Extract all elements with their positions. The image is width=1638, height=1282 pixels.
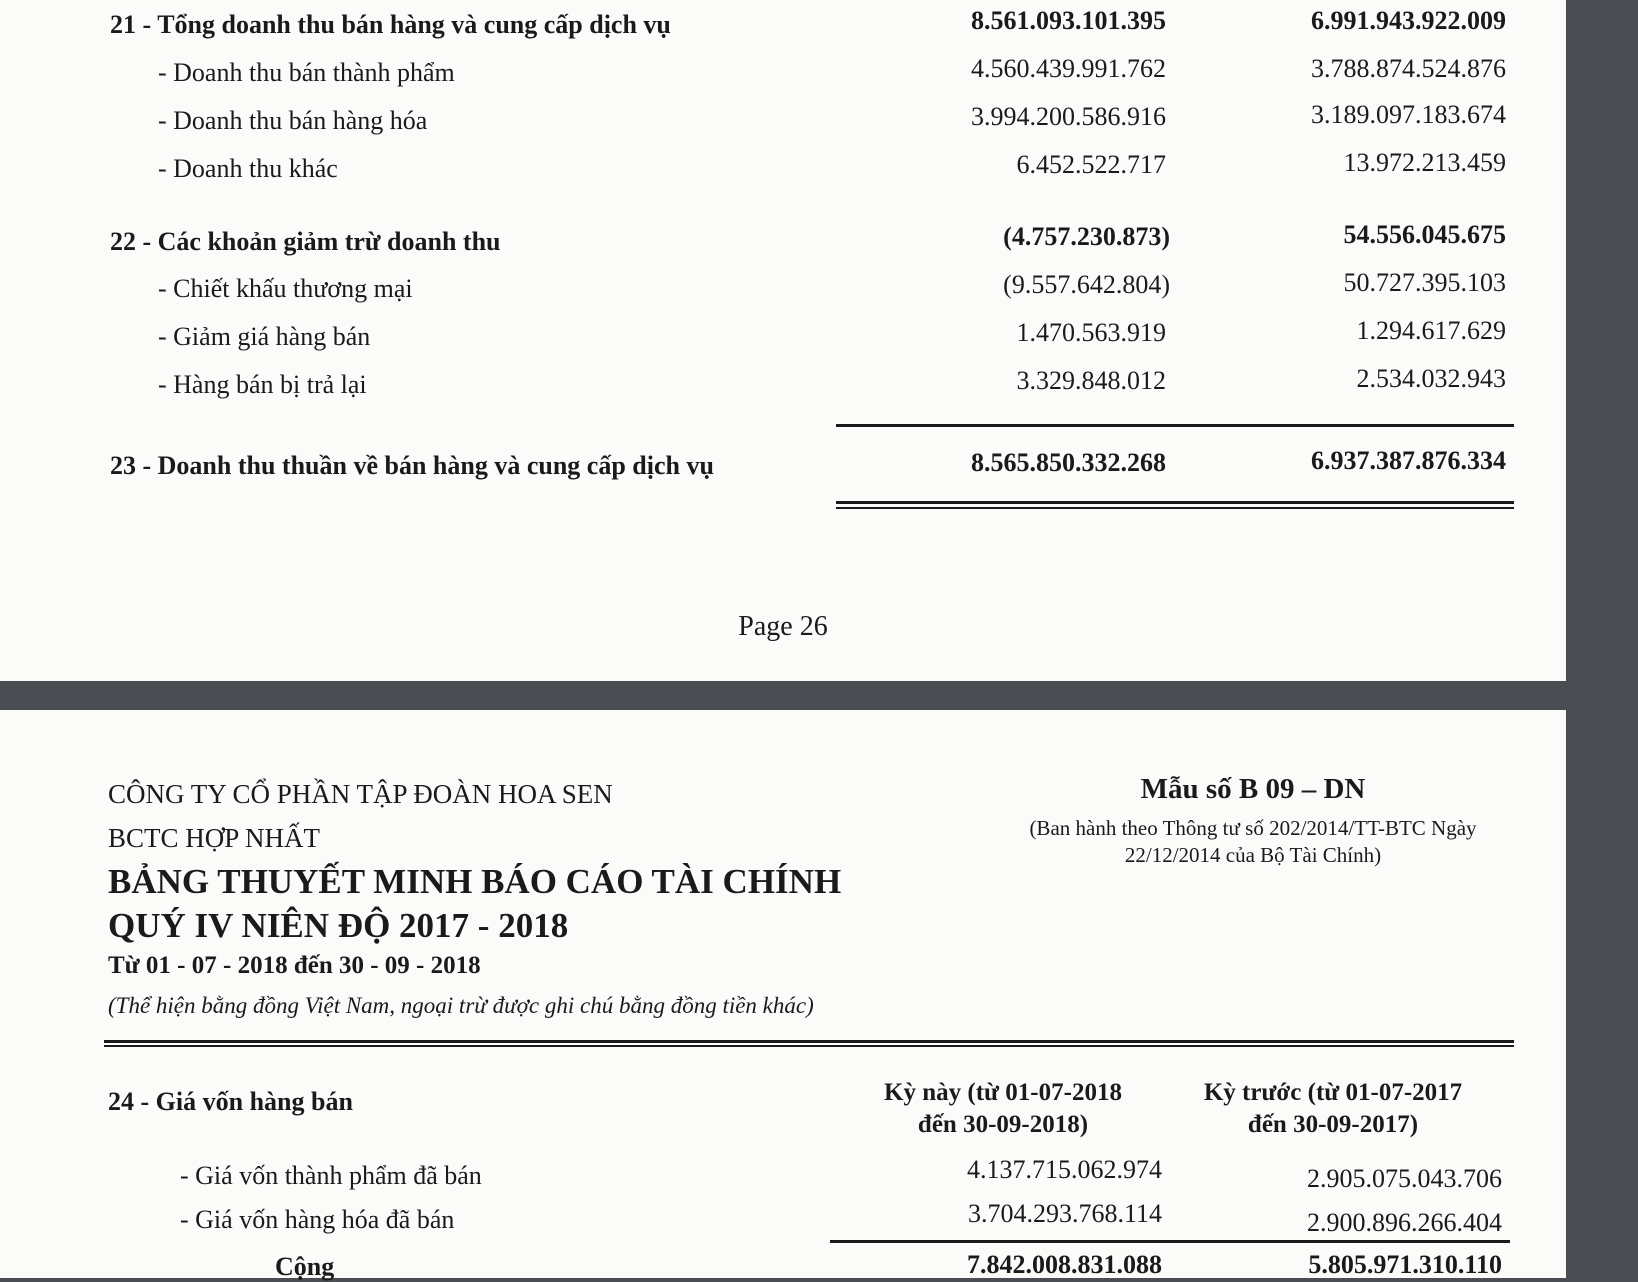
row-21-previous: 6.991.943.922.009 [1311,6,1506,35]
row-cogs-merchandise-current: 3.704.293.768.114 [967,1199,1162,1228]
row-trade-discount-label: - Chiết khấu thương mại [158,274,413,303]
row-23-label: 23 - Doanh thu thuần về bán hàng và cung cấp dịch vụ [110,451,714,480]
row-cogs-merchandise-previous: 2.900.896.266.404 [1307,1208,1502,1237]
row-revenue-finished-goods-previous: 3.788.874.524.876 [1311,54,1506,83]
row-cogs-total-current: 7.842.008.831.088 [967,1250,1162,1279]
row-22-previous: 54.556.045.675 [1343,220,1506,249]
row-cogs-merchandise-label: - Giá vốn hàng hóa đã bán [180,1205,455,1234]
company-name: CÔNG TY CỔ PHẦN TẬP ĐOÀN HOA SEN [108,779,613,809]
row-revenue-other-label: - Doanh thu khác [158,154,338,183]
row-22-current: (4.757.230.873) [1003,222,1170,251]
row-sales-returns-label: - Hàng bán bị trả lại [158,370,367,399]
row-trade-discount-previous: 50.727.395.103 [1343,268,1506,297]
row-cogs-finished-goods-label: - Giá vốn thành phẩm đã bán [180,1161,482,1190]
section-24-title: 24 - Giá vốn hàng bán [108,1087,353,1116]
form-number: Mẫu số B 09 – DN [1140,773,1366,805]
total-double-rule [836,501,1514,509]
row-21-current: 8.561.093.101.395 [971,6,1166,35]
row-revenue-merchandise-previous: 3.189.097.183.674 [1311,100,1506,129]
row-cogs-finished-goods-previous: 2.905.075.043.706 [1307,1164,1502,1193]
row-21-label: 21 - Tổng doanh thu bán hàng và cung cấp dịch vụ [110,10,671,39]
date-range: Từ 01 - 07 - 2018 đến 30 - 09 - 2018 [108,952,481,979]
row-cogs-total-label: Cộng [275,1252,335,1281]
row-23-previous: 6.937.387.876.334 [1311,446,1506,475]
row-revenue-merchandise-label: - Doanh thu bán hàng hóa [158,106,428,135]
document-page-27 [0,710,1566,1281]
header-double-rule [104,1040,1514,1047]
page-number: Page 26 [738,611,828,642]
col-current-header-line2: đến 30-09-2018) [917,1111,1089,1138]
row-cogs-finished-goods-current: 4.137.715.062.974 [967,1155,1162,1184]
row-trade-discount-current: (9.557.642.804) [1003,270,1170,299]
row-revenue-finished-goods-current: 4.560.439.991.762 [971,54,1166,83]
cogs-total-rule [830,1240,1510,1243]
document-title: BẢNG THUYẾT MINH BÁO CÁO TÀI CHÍNH [108,862,842,901]
row-revenue-merchandise-current: 3.994.200.586.916 [971,102,1166,131]
col-current-header-line1: Kỳ này (từ 01-07-2018 [884,1079,1122,1106]
row-sales-returns-current: 3.329.848.012 [1016,366,1166,395]
col-previous-header-line2: đến 30-09-2017) [1247,1111,1419,1138]
row-22-label: 22 - Các khoản giảm trừ doanh thu [110,227,501,256]
form-note-line1: (Ban hành theo Thông tư số 202/2014/TT-BTC Ngày [1029,816,1477,840]
report-type: BCTC HỢP NHẤT [108,823,321,853]
form-note-line2: 22/12/2014 của Bộ Tài Chính) [1124,843,1382,867]
row-sales-allowance-current: 1.470.563.919 [1016,318,1166,347]
row-revenue-other-current: 6.452.522.717 [1016,150,1166,179]
row-revenue-finished-goods-label: - Doanh thu bán thành phẩm [158,58,455,87]
row-sales-returns-previous: 2.534.032.943 [1356,364,1506,393]
row-sales-allowance-label: - Giảm giá hàng bán [158,322,371,351]
row-cogs-total-previous: 5.805.971.310.110 [1308,1250,1502,1279]
currency-note: (Thể hiện bằng đồng Việt Nam, ngoại trừ được ghi chú bằng đồng tiền khác) [108,993,814,1018]
row-sales-allowance-previous: 1.294.617.629 [1356,316,1506,345]
subtotal-rule [836,424,1514,427]
period-title: QUÝ IV NIÊN ĐỘ 2017 - 2018 [108,906,569,945]
row-revenue-other-previous: 13.972.213.459 [1343,148,1506,177]
col-previous-header-line1: Kỳ trước (từ 01-07-2017 [1203,1079,1463,1106]
row-23-current: 8.565.850.332.268 [971,448,1166,477]
